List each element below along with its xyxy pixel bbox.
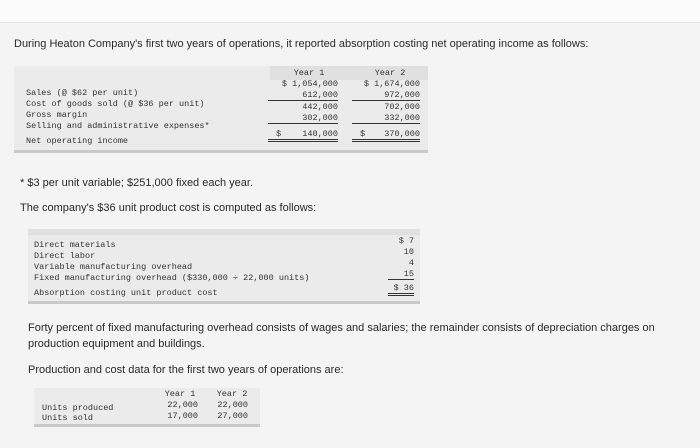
footnote: * $3 per unit variable; $251,000 fixed each year.	[20, 177, 253, 189]
unit-cost-intro: The company's $36 unit product cost is computed as follows:	[20, 202, 317, 214]
is-year2-value: $ 1,674,000	[363, 79, 420, 89]
is-year1-currency: $	[276, 129, 282, 139]
is-year1-value: 612,000	[268, 90, 338, 101]
prod-year2-header: Year 2	[216, 389, 248, 399]
uc-row-label: Direct labor	[34, 251, 96, 261]
prod-year1-value: 22,000	[167, 400, 198, 410]
is-year2-currency: $	[360, 129, 366, 139]
is-year1-value: 442,000	[302, 102, 338, 112]
is-year1-value: $ 1,054,000	[281, 79, 338, 89]
production-intro: Production and cost data for the first two years of operations are:	[28, 364, 344, 376]
is-year1-header: Year 1	[293, 68, 325, 78]
prod-year2-value: 27,000	[217, 411, 248, 421]
prod-year1-header: Year 1	[164, 389, 196, 399]
uc-row-label: Direct materials	[34, 240, 116, 250]
overhead-note-line1: Forty percent of fixed manufacturing overhead consists of wages and salaries; the remainder consists of depreciation charges on	[28, 322, 655, 334]
uc-value: $ 7	[398, 236, 414, 246]
overhead-note-line2: production equipment and buildings.	[28, 338, 205, 350]
uc-value: 10	[403, 247, 414, 257]
is-row-label: Selling and administrative expenses*	[26, 121, 210, 131]
uc-row-label: Fixed manufacturing overhead ($330,000 ÷ 22,000 units)	[34, 273, 310, 283]
is-year2-header: Year 2	[374, 68, 406, 78]
prod-year1-value: 17,000	[167, 411, 198, 421]
is-year2-value: 972,000	[352, 90, 420, 101]
uc-row-label: Variable manufacturing overhead	[34, 262, 193, 272]
uc-value: 15	[388, 269, 414, 280]
is-row-label: Gross margin	[26, 110, 88, 120]
is-year2-value: 370,000	[352, 129, 420, 142]
top-bar	[0, 0, 700, 23]
is-row-label: Cost of goods sold (@ $36 per unit)	[26, 99, 205, 109]
uc-value: 4	[408, 258, 414, 268]
prod-row-label: Units produced	[42, 403, 114, 413]
prod-year2-value: 22,000	[217, 400, 248, 410]
is-row-label: Sales (@ $62 per unit)	[26, 88, 139, 98]
uc-value: $ 36	[388, 283, 414, 296]
is-year2-value: 332,000	[352, 113, 420, 124]
prod-row-label: Units sold	[42, 413, 94, 423]
is-year1-value: 140,000	[268, 129, 338, 142]
is-row-label: Net operating income	[26, 136, 129, 146]
is-year2-value: 702,000	[384, 102, 420, 112]
uc-row-label: Absorption costing unit product cost	[34, 288, 218, 298]
intro-text: During Heaton Company's first two years of operations, it reported absorption costing net operating income as follows:	[14, 38, 589, 50]
is-year1-value: 302,000	[268, 113, 338, 124]
